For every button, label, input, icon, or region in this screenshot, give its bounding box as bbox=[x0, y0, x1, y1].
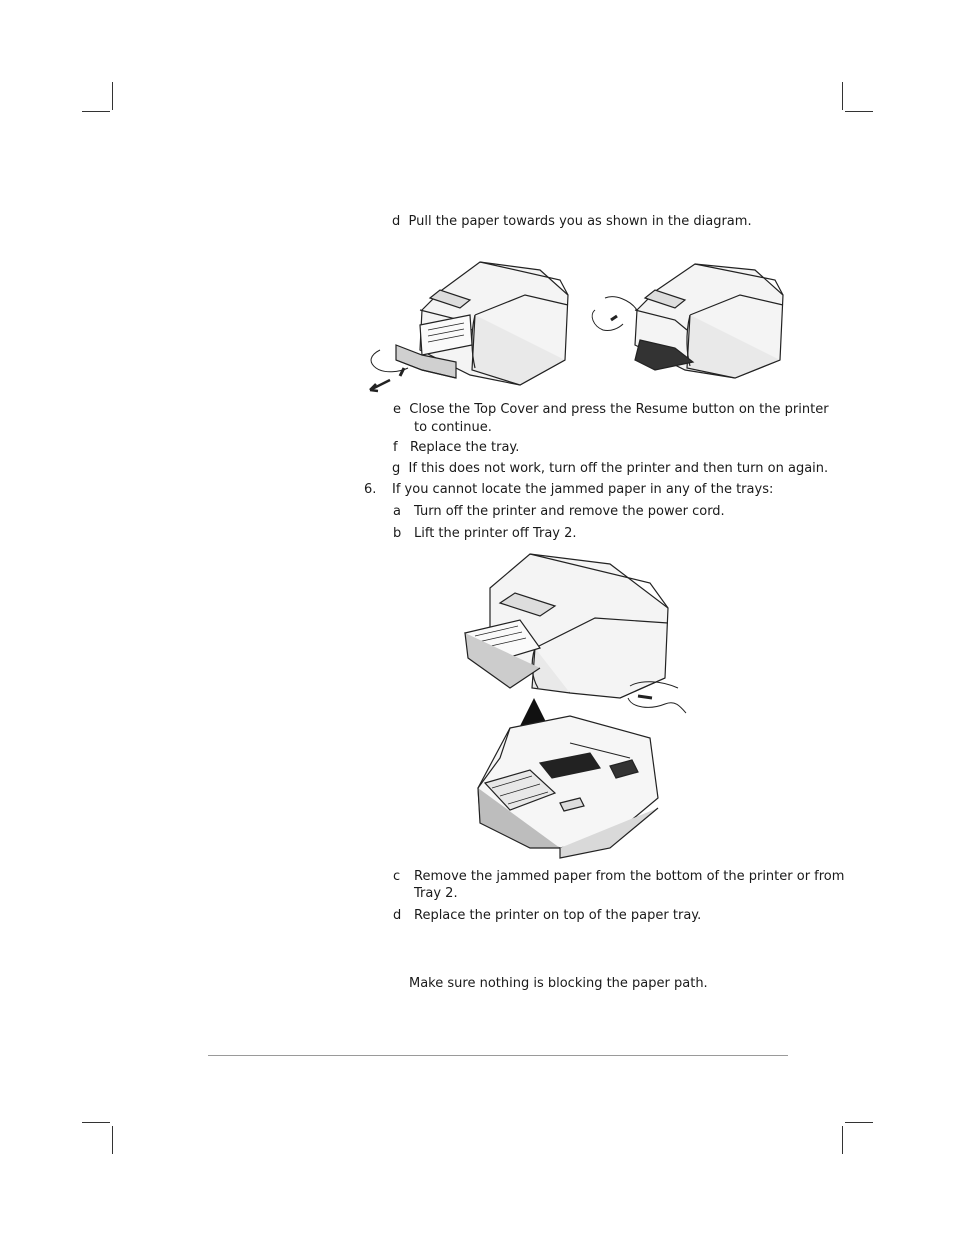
step-text: Turn off the printer and remove the power cord. bbox=[414, 504, 725, 519]
footer-rule bbox=[208, 1055, 788, 1056]
tray-2-illustration bbox=[478, 716, 658, 858]
crop-mark-bottom-left-v bbox=[112, 1126, 113, 1154]
step-c-remove-jam bbox=[393, 868, 844, 885]
printer-lifted-illustration bbox=[465, 554, 686, 713]
step-number: 6. bbox=[364, 482, 377, 497]
step-text: Lift the printer off Tray 2. bbox=[414, 526, 577, 541]
step-e-close-cover bbox=[393, 401, 829, 418]
step-f-replace-tray bbox=[393, 439, 519, 456]
step-marker: c bbox=[393, 869, 401, 884]
step-a-power-off bbox=[393, 503, 725, 520]
step-text: If this does not work, turn off the printer and then turn on again. bbox=[408, 461, 829, 476]
step-marker: g bbox=[392, 461, 401, 476]
step-e-continuation: to continue. bbox=[414, 420, 492, 435]
step-text: Replace the printer on top of the paper tray. bbox=[414, 908, 702, 923]
printer-left-illustration bbox=[370, 262, 568, 391]
figure-lift-printer-diagram bbox=[460, 548, 690, 863]
step-text: Pull the paper towards you as shown in the diagram. bbox=[408, 214, 752, 229]
step-b-lift-printer bbox=[393, 525, 577, 542]
step-d-pull-paper bbox=[392, 213, 752, 230]
crop-mark-top-left-h bbox=[82, 111, 110, 112]
printer-right-illustration bbox=[592, 264, 783, 378]
step-marker: e bbox=[393, 402, 401, 417]
step-text: Replace the tray. bbox=[409, 440, 520, 455]
step-c-continuation: Tray 2. bbox=[414, 886, 458, 901]
step-marker: f bbox=[393, 440, 398, 455]
figure-pull-paper-diagram bbox=[360, 250, 790, 400]
crop-mark-bottom-right-h bbox=[845, 1122, 873, 1123]
crop-mark-bottom-right-v bbox=[842, 1126, 843, 1154]
step-marker: d bbox=[392, 214, 401, 229]
note-paper-path: Make sure nothing is blocking the paper path. bbox=[409, 976, 708, 991]
step-g-restart-printer bbox=[392, 460, 828, 477]
step-marker: b bbox=[393, 526, 402, 541]
step-text: Close the Top Cover and press the Resume button on the printer bbox=[409, 402, 829, 417]
step-d-replace-printer bbox=[393, 907, 701, 924]
crop-mark-top-right-v bbox=[842, 82, 843, 110]
crop-mark-top-left-v bbox=[112, 82, 113, 110]
crop-mark-top-right-h bbox=[845, 111, 873, 112]
step-text: If you cannot locate the jammed paper in any of the trays: bbox=[392, 482, 774, 497]
step-text: Remove the jammed paper from the bottom of the printer or from bbox=[414, 869, 845, 884]
step-marker: a bbox=[393, 504, 401, 519]
crop-mark-bottom-left-h bbox=[82, 1122, 110, 1123]
step-6-locate-jam bbox=[364, 481, 773, 498]
step-marker: d bbox=[393, 908, 402, 923]
